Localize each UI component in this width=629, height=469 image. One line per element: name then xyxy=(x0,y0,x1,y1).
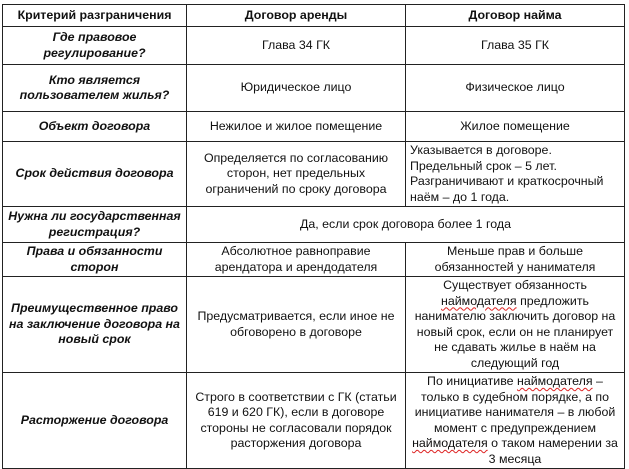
comparison-table xyxy=(2,4,625,469)
text-part: наймодателя xyxy=(516,374,593,388)
criterion-cell: Объект договора xyxy=(3,112,187,142)
lease-cell: Определяется по согласованию сторон, нет предельных ограничений по сроку договора xyxy=(187,142,406,207)
table-row xyxy=(3,112,625,142)
hire-cell: Жилое помещение xyxy=(406,112,625,142)
hire-cell: Глава 35 ГК xyxy=(406,27,625,65)
criterion-cell: Где правовое регулирование? xyxy=(3,27,187,65)
criterion-cell: Срок действия договора xyxy=(3,142,187,207)
merged-cell: Да, если срок договора более 1 года xyxy=(187,207,625,243)
hire-cell xyxy=(406,277,625,373)
table-row xyxy=(3,243,625,277)
criterion-cell: Нужна ли государственная регистрация? xyxy=(3,207,187,243)
lease-cell: Предусматривается, если иное не обговорено в договоре xyxy=(187,277,406,373)
hire-cell xyxy=(406,373,625,469)
table-row xyxy=(3,207,625,243)
header-lease: Договор аренды xyxy=(187,5,406,27)
hire-cell: Указывается в договоре. Предельный срок – 5 лет. Разграничивают и краткосрочный наём – до 1 года. xyxy=(406,142,625,207)
hire-cell: Физическое лицо xyxy=(406,65,625,112)
criterion-cell: Преимущественное право на заключение договора на новый срок xyxy=(3,277,187,373)
header-hire: Договор найма xyxy=(406,5,625,27)
lease-cell: Строго в соответствии с ГК (статьи 619 и 620 ГК), если в договоре стороны не согласовали порядок расторжения договора xyxy=(187,373,406,469)
lease-cell: Юридическое лицо xyxy=(187,65,406,112)
text-part: наймодателя xyxy=(412,436,488,450)
text-part: Существует обязанность xyxy=(443,278,587,292)
lease-cell: Абсолютное равноправие арендатора и арендодателя xyxy=(187,243,406,277)
lease-cell: Нежилое и жилое помещение xyxy=(187,112,406,142)
table-row xyxy=(3,65,625,112)
hire-cell: Меньше прав и больше обязанностей у нанимателя xyxy=(406,243,625,277)
text-part: По инициативе xyxy=(427,374,517,388)
header-criterion: Критерий разграничения xyxy=(3,5,187,27)
criterion-cell: Расторжение договора xyxy=(3,373,187,469)
text-part: о таком намерении за 3 месяца xyxy=(487,436,618,466)
header-row xyxy=(3,5,625,27)
table-row xyxy=(3,373,625,469)
table-row xyxy=(3,142,625,207)
lease-cell: Глава 34 ГК xyxy=(187,27,406,65)
criterion-cell: Кто является пользователем жилья? xyxy=(3,65,187,112)
text-part: предложить нанимателю заключить договор на новый срок, если он не планирует не сдавать жилье в наём на следующий год xyxy=(414,293,616,370)
table-row xyxy=(3,277,625,373)
text-part: наймодателя xyxy=(441,293,517,308)
criterion-cell: Права и обязанности сторон xyxy=(3,243,187,277)
text-part: – только в судебном порядке, а по инициативе нанимателя – в любой момент с предупреждением xyxy=(414,374,616,435)
table-row xyxy=(3,27,625,65)
